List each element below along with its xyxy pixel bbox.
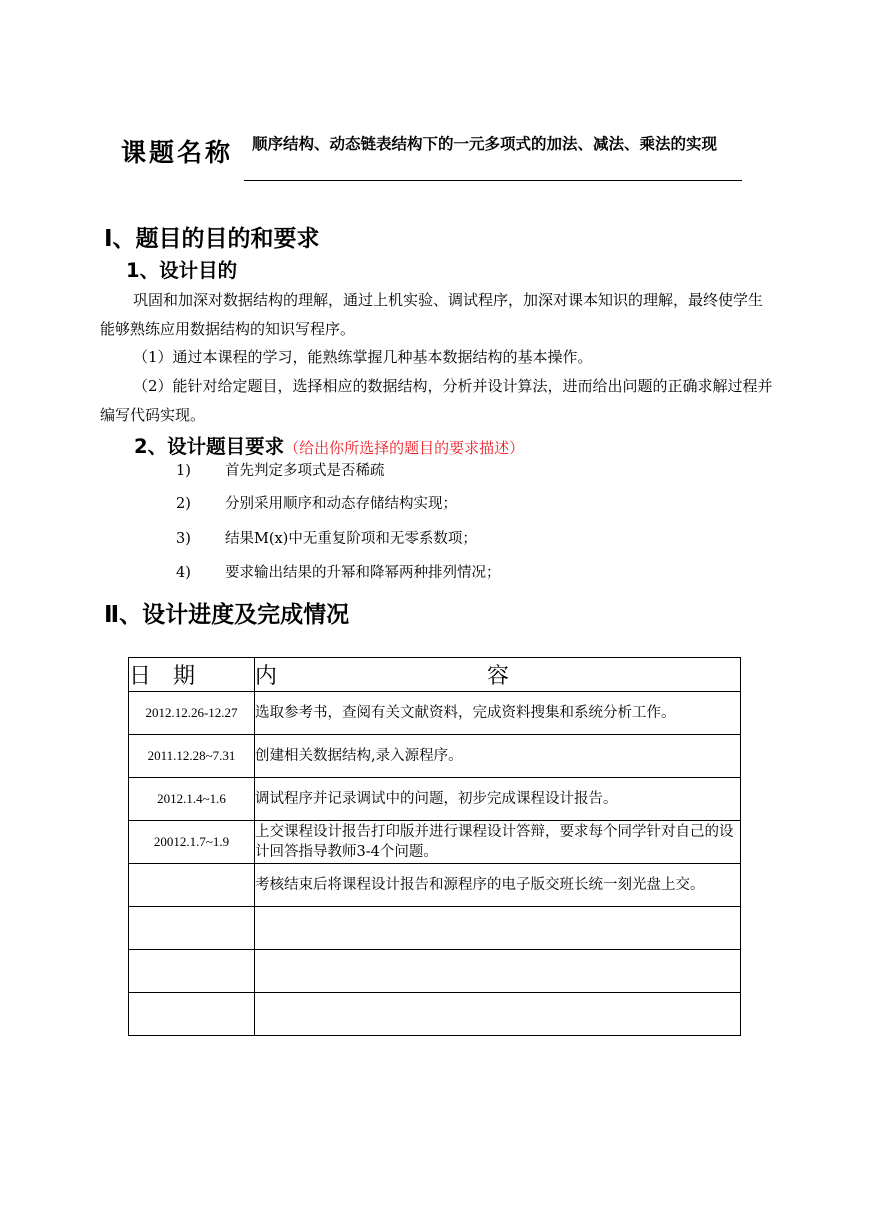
requirement-number: 1) <box>176 463 191 479</box>
content-header-left: 内 <box>255 664 278 689</box>
table-row <box>129 735 741 778</box>
content-cell: 创建相关数据结构,录入源程序。 <box>255 735 741 778</box>
topic-label: 课题名称 <box>121 138 234 167</box>
table-row <box>129 950 741 993</box>
topic-underline <box>244 180 742 181</box>
requirement-item <box>176 527 477 548</box>
purpose-item-2: （2）能针对给定题目，选择相应的数据结构，分析并设计算法，进而给出问题的正确求解过程并编写代码实现。 <box>100 377 773 424</box>
requirement-text: 结果M(x)中无重复阶项和无零系数项； <box>225 531 477 547</box>
date-cell <box>129 993 255 1036</box>
date-cell: 2012.12.26-12.27 <box>129 692 255 735</box>
content-cell: 上交课程设计报告打印版并进行课程设计答辩，要求每个同学针对自己的设计回答指导教师3-4个问题。 <box>255 821 741 864</box>
topic-title: 顺序结构、动态链表结构下的一元多项式的加法、减法、乘法的实现 <box>252 135 718 153</box>
date-cell: 2012.1.4~1.6 <box>129 778 255 821</box>
content-column-header <box>255 658 741 692</box>
table-row <box>129 864 741 907</box>
requirement-text: 首先判定多项式是否稀疏 <box>225 463 385 479</box>
requirement-number: 3) <box>176 531 191 547</box>
content-cell <box>255 950 741 993</box>
section1-heading: Ⅰ、题目的目的和要求 <box>104 226 320 252</box>
content-cell <box>255 993 741 1036</box>
content-cell: 选取参考书，查阅有关文献资料，完成资料搜集和系统分析工作。 <box>255 692 741 735</box>
content-cell <box>255 907 741 950</box>
progress-table <box>128 657 741 1036</box>
date-cell: 20012.1.7~1.9 <box>129 821 255 864</box>
date-cell <box>129 950 255 993</box>
content-cell: 调试程序并记录调试中的问题，初步完成课程设计报告。 <box>255 778 741 821</box>
design-purpose-heading: 1、设计目的 <box>126 259 238 282</box>
table-row <box>129 821 741 864</box>
table-row <box>129 778 741 821</box>
content-header-right: 容 <box>487 664 510 689</box>
table-header-row <box>129 658 741 692</box>
date-cell <box>129 864 255 907</box>
requirement-number: 4) <box>176 565 191 581</box>
purpose-paragraph: 巩固和加深对数据结构的理解，通过上机实验、调试程序，加深对课本知识的理解，最终使学生能够熟练应用数据结构的知识写程序。 <box>100 291 764 338</box>
content-cell: 考核结束后将课程设计报告和源程序的电子版交班长统一刻光盘上交。 <box>255 864 741 907</box>
table-row <box>129 993 741 1036</box>
table-row <box>129 692 741 735</box>
requirement-number: 2) <box>176 496 191 512</box>
requirement-item <box>176 459 385 480</box>
section2-heading: Ⅱ、设计进度及完成情况 <box>104 602 350 628</box>
table-row <box>129 907 741 950</box>
requirement-item <box>176 492 457 513</box>
date-cell: 2011.12.28~7.31 <box>129 735 255 778</box>
date-cell <box>129 907 255 950</box>
requirements-note: （给出你所选择的题目的要求描述） <box>284 439 525 457</box>
purpose-item-1: （1）通过本课程的学习，能熟练掌握几种基本数据结构的基本操作。 <box>133 348 593 366</box>
requirement-item <box>176 561 501 582</box>
requirement-text: 要求输出结果的升幂和降幂两种排列情况； <box>225 565 501 581</box>
requirements-title: 2、设计题目要求 <box>134 435 285 458</box>
requirement-text: 分别采用顺序和动态存储结构实现； <box>225 496 457 512</box>
date-column-header: 日期 <box>129 658 255 692</box>
requirements-heading <box>134 431 524 459</box>
